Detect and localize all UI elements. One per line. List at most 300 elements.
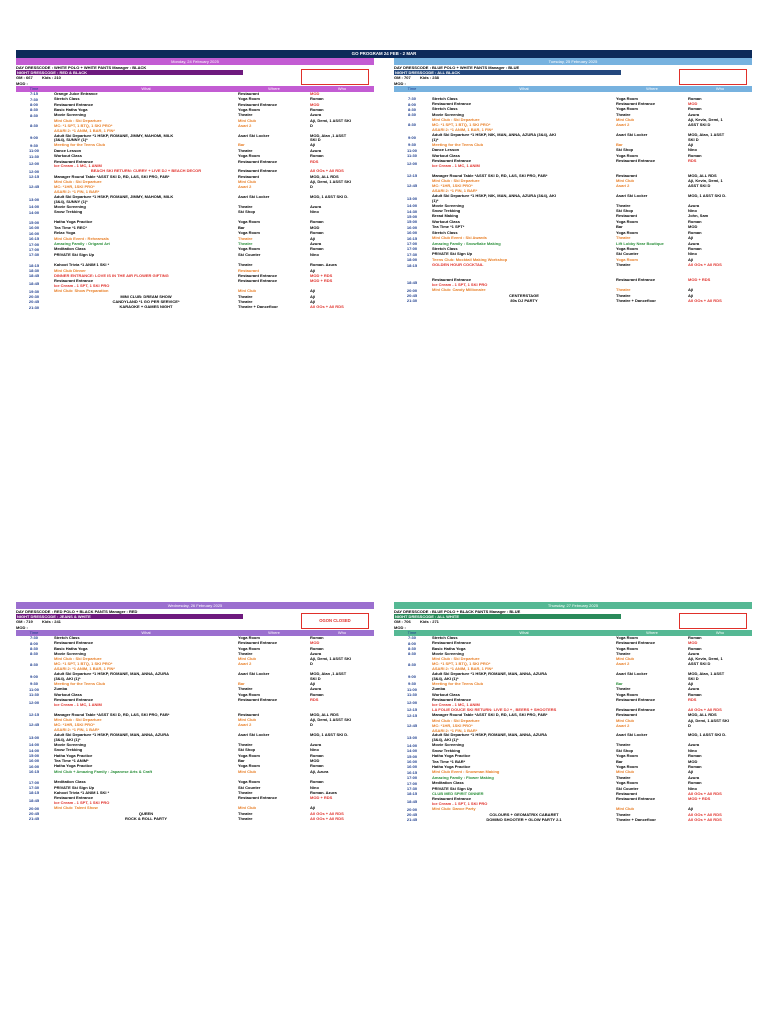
where-line: Ski Counter bbox=[238, 784, 261, 790]
row-time: 20:30 bbox=[28, 294, 40, 300]
row-time: 8:30 bbox=[407, 106, 416, 112]
column-header-who: Who bbox=[715, 629, 725, 635]
row-what bbox=[52, 305, 238, 310]
who-line: Azura bbox=[688, 686, 700, 692]
what-line: Tea Time *1 ANIM* bbox=[54, 757, 89, 763]
who-line: MOD, Alan ,1 ASST bbox=[310, 671, 347, 677]
where-line: Mini Club bbox=[238, 179, 256, 185]
who-line: Roman bbox=[688, 95, 702, 101]
who-line: All GOs + All RDS bbox=[310, 168, 344, 174]
where-line: Restaurant bbox=[238, 173, 259, 179]
day-date-header: Monday, 24 February 2025 bbox=[16, 58, 374, 65]
who-line: Azura bbox=[688, 111, 700, 117]
row-who bbox=[688, 299, 752, 304]
who-line: Azura bbox=[688, 742, 700, 748]
row-time: 16:15 bbox=[28, 236, 40, 242]
what-line: MC: *1HR, 1SKI PRO* bbox=[54, 722, 95, 728]
who-line: Aji, Demi, 1 ASST SKI bbox=[310, 656, 351, 662]
what-line: Dance Lesson bbox=[54, 147, 82, 153]
what-line: MC: *1 SPT, 1 BTQ, 1 SKI PRO* bbox=[54, 122, 113, 128]
what-line: Snow Trekking bbox=[432, 747, 461, 753]
row-time: 20:45 bbox=[406, 293, 418, 299]
what-line: Amazing Family : Origami Art bbox=[54, 241, 110, 247]
what-line: Orange Juice Entrance bbox=[54, 90, 98, 96]
who-line: Azura bbox=[688, 240, 700, 246]
row-time: 14:00 bbox=[28, 209, 40, 215]
where-line: Yoga Room bbox=[616, 245, 638, 251]
row-what bbox=[430, 179, 616, 194]
row-who bbox=[310, 134, 374, 144]
what-line: (3&4), AKI (1)* bbox=[54, 676, 81, 681]
where-line: Restaurant Entrance bbox=[238, 101, 278, 107]
where-line: Bar bbox=[616, 680, 623, 686]
what-line: Mini Club: Candy Millionaire bbox=[432, 287, 486, 293]
where-line: Yoga Room bbox=[616, 634, 638, 640]
row-time: 16:00 bbox=[28, 230, 40, 236]
what-line: BEACH SKI RETURN: CURRY + LIVE DJ + BEACH DECOR bbox=[90, 168, 202, 174]
row-time: 17:30 bbox=[28, 252, 40, 258]
row-time: 16:00 bbox=[28, 225, 40, 231]
row-time: 12:45 bbox=[406, 183, 418, 189]
where-line: Yoga Room bbox=[616, 645, 638, 651]
who-line: MOD, ALL RDS bbox=[688, 172, 717, 178]
what-line: (3&4), AKI (1)* bbox=[432, 676, 459, 681]
what-line: Basic Hatha Yoga bbox=[54, 106, 88, 112]
who-line: Roman bbox=[310, 645, 324, 651]
who-line: All GOs + All RDS bbox=[310, 304, 344, 310]
row-who bbox=[688, 797, 752, 807]
row-time: 12:15 bbox=[406, 712, 418, 718]
what-line: Ice Cream - 1 SPT, 1 SKI PRO bbox=[54, 283, 110, 289]
where-line: Asari Ski Locker bbox=[616, 192, 648, 198]
row-time: 11:30 bbox=[28, 153, 39, 159]
where-line: Bar bbox=[616, 758, 623, 764]
row-time: 14:00 bbox=[28, 742, 40, 748]
where-line: Yoga Room bbox=[238, 752, 260, 758]
what-line: Manager Round Table *ASST SKI D, RD, L&S, SKI PRO, F&B* bbox=[54, 173, 170, 179]
where-line: Theatre bbox=[238, 293, 253, 299]
who-line: D bbox=[310, 661, 313, 667]
day-date-header: Thursday, 27 February 2025 bbox=[394, 602, 752, 609]
row-time: 9:30 bbox=[29, 681, 38, 687]
where-line: Ski Counter bbox=[238, 251, 261, 257]
where-line: Bar bbox=[238, 224, 245, 230]
who-line: SKI D bbox=[688, 136, 699, 142]
who-line: MOD + RDS bbox=[688, 277, 711, 283]
night-dresscode: NIGHT DRESSCODE : JEANS & WHITE bbox=[16, 614, 243, 619]
what-line: PRIVATE Ski Sign Up bbox=[432, 785, 473, 791]
row-time: 12:45 bbox=[406, 722, 418, 728]
row-who bbox=[688, 133, 752, 143]
what-line: Mini Club Event : Snowman Making bbox=[432, 769, 500, 775]
day-column-tuesday bbox=[394, 58, 752, 311]
what-line: Ice Cream - 1 SPT, 1 SKI PRO bbox=[54, 800, 110, 806]
column-header-who: Who bbox=[337, 85, 347, 91]
row-where bbox=[616, 719, 688, 734]
what-line: Ice Cream - 1 MC, 1 ANIM bbox=[54, 163, 102, 169]
where-line: Restaurant bbox=[238, 711, 259, 717]
where-line: Yoga Room bbox=[238, 246, 260, 252]
who-line: D bbox=[310, 122, 313, 128]
who-line: MOD + RDS bbox=[310, 272, 333, 278]
who-line: RDS bbox=[688, 158, 697, 164]
what-line: Restaurant Entrance bbox=[432, 640, 472, 646]
row-time: 18:45 bbox=[28, 798, 40, 804]
where-line: Yoga Room bbox=[616, 780, 638, 786]
who-line: Nino bbox=[688, 251, 697, 257]
what-line: Restaurant Entrance bbox=[54, 640, 94, 646]
column-header-where: Where bbox=[646, 629, 658, 635]
row-time: 17:00 bbox=[406, 246, 418, 252]
row-what bbox=[52, 180, 238, 195]
day-column-thursday bbox=[394, 602, 752, 823]
where-line: Restaurant bbox=[238, 267, 259, 273]
row-time: 17:00 bbox=[28, 779, 40, 785]
who-line: All GOs + All RDS bbox=[688, 706, 722, 712]
where-line: Mini Club bbox=[616, 717, 634, 723]
day-dresscode: DAY DRESSCODE : WHITE POLO + WHITE PANTS Manager : BLACK bbox=[16, 65, 147, 70]
where-line: Asari Ski Locker bbox=[238, 731, 270, 737]
row-time: 16:15 bbox=[406, 235, 418, 241]
what-line: Basic Hatha Yoga bbox=[432, 645, 466, 651]
program-title: GO PROGRAM 24 FEB - 2 MAR bbox=[16, 50, 752, 58]
who-line: Azura bbox=[310, 741, 322, 747]
what-line: Mini Club: Dance Party bbox=[432, 806, 476, 812]
row-time: 20:45 bbox=[28, 811, 40, 817]
column-header-where: Where bbox=[268, 629, 280, 635]
schedule-row bbox=[394, 818, 752, 823]
day-columns-row-1 bbox=[16, 58, 752, 311]
who-line: Aji, Kevin, Demi, 1 bbox=[688, 656, 723, 662]
row-time: 9:30 bbox=[407, 142, 416, 148]
what-line: ROCK & ROLL PARTY bbox=[124, 815, 168, 821]
where-line: Lift Lobby Near Boutique bbox=[616, 240, 664, 246]
row-time: 8:30 bbox=[29, 651, 38, 657]
what-line: ASARI 2: *1 FIN, 1 BAR* bbox=[432, 187, 478, 193]
where-line: Asari 2 bbox=[616, 661, 630, 667]
where-line: Restaurant Entrance bbox=[616, 697, 656, 703]
who-line: Aji, Demi, 1 ASST SKI bbox=[310, 179, 351, 185]
schedule-row bbox=[394, 179, 752, 194]
who-line: All GOs + All RDS bbox=[688, 790, 722, 796]
row-where bbox=[616, 179, 688, 194]
where-line: Theatre bbox=[238, 789, 253, 795]
schedule-row bbox=[394, 299, 752, 304]
what-line: MC: *1 SPT, 1 BTQ, 1 SKI PRO* bbox=[432, 122, 491, 128]
row-who bbox=[688, 278, 752, 288]
column-header-where: Where bbox=[646, 85, 658, 91]
who-line: Roman bbox=[688, 634, 702, 640]
row-where bbox=[616, 133, 688, 143]
who-line: Roman bbox=[310, 763, 324, 769]
row-time: 9:00 bbox=[407, 673, 416, 679]
who-line: D bbox=[310, 722, 313, 728]
who-line: Roman bbox=[310, 779, 324, 785]
what-line: Snow Trekking bbox=[432, 208, 461, 214]
mod-label: MOD : bbox=[394, 80, 406, 86]
who-line: Aji bbox=[310, 805, 316, 811]
row-time: 8:30 bbox=[29, 112, 38, 118]
row-time: 11:00 bbox=[406, 686, 417, 692]
column-header-who: Who bbox=[715, 85, 725, 91]
row-time: 12:45 bbox=[28, 722, 40, 728]
row-what bbox=[430, 719, 616, 734]
row-who bbox=[310, 796, 374, 806]
row-time: 21:30 bbox=[406, 298, 418, 304]
row-what bbox=[52, 817, 238, 822]
what-line: Adult Ski Departure *1 HSKP, ROMANE, MAN, ANNA, AZURA bbox=[432, 671, 547, 677]
night-dresscode: NIGHT DRESSCODE : ALL WHITE bbox=[394, 614, 621, 619]
what-line: Stretch Class bbox=[54, 96, 80, 102]
what-line: PRIVATE Ski Sign Up bbox=[54, 784, 95, 790]
who-line: MOD bbox=[310, 224, 320, 230]
what-line: Movie Screening bbox=[432, 650, 464, 656]
row-time: 15:00 bbox=[406, 753, 418, 759]
row-time: 20:00 bbox=[406, 806, 418, 812]
mod-label: MOD : bbox=[394, 624, 406, 630]
who-line: Roman. Azura bbox=[310, 789, 337, 795]
where-line: Yoga Room bbox=[238, 230, 260, 236]
what-line: KARAOKE + GAMES NIGHT bbox=[119, 304, 173, 310]
row-time: 12:45 bbox=[28, 184, 40, 190]
who-line: All GOs + All RDS bbox=[688, 297, 722, 303]
who-line: MOD, 1 ASST SKI D. bbox=[688, 192, 727, 198]
what-line: MINI CLUB: DREAM SHOW bbox=[120, 293, 172, 299]
what-line: Tea Time *1 REC* bbox=[54, 224, 87, 230]
row-time: 7:30 bbox=[29, 635, 38, 641]
row-time: 7:30 bbox=[407, 635, 416, 641]
row-time: 12:00 bbox=[28, 699, 40, 705]
row-time: 7:15 bbox=[29, 91, 38, 97]
row-who bbox=[688, 118, 752, 133]
mod-label: MOD : bbox=[16, 624, 28, 630]
what-line: Hatha Yoga Practice bbox=[54, 763, 93, 769]
who-line: SKI D bbox=[310, 137, 321, 143]
what-line: MC: *1HR, 1SKI PRO* bbox=[54, 184, 95, 190]
column-header-time: Time bbox=[407, 86, 417, 92]
row-time: 16:15 bbox=[28, 769, 40, 775]
what-line: Manager Round Table *ASST SKI D, RD, L&S, SKI PRO, F&B* bbox=[432, 712, 548, 718]
what-line: Stretch Class bbox=[54, 634, 80, 640]
who-line: Azura bbox=[688, 650, 700, 656]
gm-count: GM : 706 bbox=[394, 619, 411, 625]
what-line: MC: *1 SPT, 1 BTQ, 1 SKI PRO* bbox=[432, 661, 491, 667]
who-line: Roman bbox=[310, 752, 324, 758]
who-line: MOD + RDS bbox=[688, 796, 711, 802]
who-line: Azura bbox=[310, 241, 322, 247]
what-line: Meditation Class bbox=[54, 779, 86, 785]
night-dresscode: NIGHT DRESSCODE : ALL BLACK bbox=[394, 70, 621, 75]
where-line: Theatre bbox=[616, 262, 631, 268]
who-line: SKI D bbox=[688, 676, 699, 681]
row-time: 17:30 bbox=[28, 785, 40, 790]
row-time: 14:30 bbox=[406, 208, 418, 214]
schedule-row bbox=[394, 719, 752, 734]
who-line: D bbox=[688, 722, 691, 728]
what-line: Mini Club Dinner bbox=[54, 267, 86, 273]
what-line: Meditation Class bbox=[54, 246, 86, 252]
where-line: Ski Shop bbox=[238, 747, 256, 753]
where-line: Restaurant Entrance bbox=[616, 640, 656, 646]
what-line: Stretch Class bbox=[432, 95, 458, 101]
where-line: Theatre bbox=[238, 650, 253, 656]
what-line: Ice Cream - 1 SPT, 1 SKI PRO bbox=[432, 282, 488, 288]
what-line: PRIVATE Ski Sign Up bbox=[432, 251, 473, 257]
who-line: Nino bbox=[688, 747, 697, 753]
what-line: PRIVATE Ski Sign Up bbox=[54, 251, 95, 257]
row-time: 16:00 bbox=[406, 759, 418, 764]
where-line: Ski Counter bbox=[616, 785, 639, 791]
where-line: Theatre bbox=[238, 810, 253, 816]
what-line: QUEEN bbox=[138, 810, 154, 816]
what-line: DINNER ENTRANCE: LOVE IS IN THE AIR FLOWER GIFTING bbox=[54, 272, 169, 278]
row-time: 15:00 bbox=[28, 219, 40, 225]
who-line: Roman bbox=[688, 691, 702, 697]
row-time: 18:00 bbox=[406, 257, 418, 263]
row-time: 12:15 bbox=[28, 712, 40, 718]
mod-label: MOD : bbox=[16, 80, 28, 86]
day-note-box bbox=[301, 69, 369, 85]
where-line: Ski Shop bbox=[616, 147, 634, 153]
what-line: (3&4), AKI (1)* bbox=[432, 737, 459, 743]
row-time: 21:45 bbox=[28, 816, 40, 822]
who-line: Nino bbox=[310, 209, 319, 215]
column-header-what: What bbox=[141, 629, 151, 635]
row-what bbox=[52, 698, 238, 708]
what-line: (1)* bbox=[432, 197, 439, 203]
row-time: 14:00 bbox=[28, 204, 40, 210]
schedule-row bbox=[16, 305, 374, 310]
where-line: Yoga Room bbox=[238, 153, 260, 159]
row-time: 16:15 bbox=[406, 769, 418, 775]
row-time: 9:00 bbox=[29, 673, 38, 679]
what-line: ASARI 2: *1 ANIM, 1 BAR, 1 FIN* bbox=[54, 127, 115, 133]
where-line: Restaurant bbox=[616, 172, 637, 178]
what-line: Tea Time *1 SPT* bbox=[432, 224, 465, 230]
where-line: Restaurant bbox=[238, 90, 259, 96]
row-time: 8:00 bbox=[407, 101, 416, 107]
column-header-what: What bbox=[519, 85, 529, 91]
who-line: MOD bbox=[310, 101, 320, 107]
program-sheet-1 bbox=[16, 50, 752, 311]
row-who bbox=[310, 279, 374, 289]
row-time: 8:30 bbox=[29, 107, 38, 113]
who-line: ASST SKI D bbox=[688, 661, 711, 667]
where-line: Theatre bbox=[238, 203, 253, 209]
where-line: Asari 2 bbox=[616, 722, 630, 728]
column-header-what: What bbox=[141, 85, 151, 91]
row-time bbox=[394, 273, 430, 278]
where-line: Theatre bbox=[238, 112, 253, 118]
kids-count: Kids : 238 bbox=[420, 75, 439, 81]
row-time: 9:30 bbox=[407, 681, 416, 687]
what-line: Basic Hatha Yoga bbox=[54, 645, 88, 651]
row-time: 19:30 bbox=[28, 288, 40, 294]
where-line: Yoga Room bbox=[616, 691, 638, 697]
day-dresscode: DAY DRESSCODE : BLUE POLO + WHITE PANTS Manager : BLUE bbox=[394, 65, 520, 70]
who-line: Roman bbox=[688, 763, 702, 769]
what-line: MC: *1HR, 1SKI PRO* bbox=[432, 183, 473, 189]
schedule-row bbox=[16, 698, 374, 708]
where-line: Ski Shop bbox=[616, 208, 634, 214]
row-time: 8:30 bbox=[407, 651, 416, 657]
row-time: 7:30 bbox=[407, 96, 416, 102]
what-line: Movie Screening bbox=[54, 203, 86, 209]
row-who bbox=[688, 179, 752, 194]
day-note-box bbox=[679, 69, 747, 85]
where-line: Theatre bbox=[238, 298, 253, 304]
where-line: Theatre bbox=[616, 811, 631, 817]
row-time: 8:30 bbox=[29, 646, 38, 652]
row-who bbox=[688, 818, 752, 823]
what-line: Stretch Class bbox=[432, 634, 458, 640]
who-line: All GOs + All RDS bbox=[310, 810, 344, 816]
where-line: Restaurant Entrance bbox=[238, 168, 278, 174]
where-line: Bar bbox=[238, 680, 245, 686]
what-line: CANDYLAND *1 GO PER SERVICE* bbox=[112, 298, 180, 304]
who-line: SKI D bbox=[310, 676, 321, 681]
row-time: 8:30 bbox=[407, 112, 416, 118]
column-header-time: Time bbox=[29, 86, 39, 92]
row-what bbox=[430, 818, 616, 823]
row-time: 13:00 bbox=[406, 195, 418, 201]
what-line: Restaurant Entrance bbox=[54, 278, 94, 284]
what-line: Mini Club : Ski Departure bbox=[54, 179, 102, 185]
where-line: Theatre bbox=[616, 686, 631, 692]
row-time: 13:00 bbox=[28, 734, 40, 740]
who-line: Roman bbox=[688, 106, 702, 112]
where-line: Theatre bbox=[616, 292, 631, 298]
where-line: Theatre bbox=[238, 241, 253, 247]
what-line: CLUB MED SPIRIT DINNER bbox=[432, 790, 484, 796]
column-header-what: What bbox=[519, 629, 529, 635]
day-info-block bbox=[16, 609, 374, 630]
row-time: 20:00 bbox=[28, 805, 40, 811]
kids-count: Kids : 271 bbox=[420, 619, 439, 625]
what-line: Movie Screening bbox=[432, 111, 464, 117]
row-time: 18:45 bbox=[28, 273, 40, 279]
row-who bbox=[310, 119, 374, 134]
where-line: Bar bbox=[616, 141, 623, 147]
where-line: Theatre bbox=[616, 774, 631, 780]
gm-count: GM : 707 bbox=[394, 75, 411, 81]
schedule-row bbox=[394, 159, 752, 169]
where-line: Restaurant Entrance bbox=[616, 101, 656, 107]
what-line: Workout Class bbox=[54, 691, 82, 697]
who-line: Roman bbox=[310, 153, 324, 159]
row-time: 8:30 bbox=[29, 122, 38, 128]
what-line: ASARI 2: *1 FIN, 1 BAR* bbox=[54, 727, 100, 733]
where-line: Asari Ski Locker bbox=[616, 671, 648, 677]
who-line: All GOs + All RDS bbox=[688, 262, 722, 268]
what-line: Snow Trekking bbox=[54, 209, 83, 215]
row-time: 16:00 bbox=[406, 224, 418, 230]
row-time: 12:00 bbox=[28, 168, 40, 174]
where-line: Asari Ski Locker bbox=[238, 132, 270, 138]
who-line: Azura bbox=[310, 686, 322, 692]
who-line: Nino bbox=[310, 251, 319, 257]
row-what bbox=[430, 159, 616, 169]
where-line: Yoga Room bbox=[616, 218, 638, 224]
who-line: Roman bbox=[688, 753, 702, 759]
what-line: Hatha Yoga Practice bbox=[54, 219, 93, 225]
what-line: Manager Round Table *ASST SKI D, RD, L&S, SKI PRO, F&B* bbox=[432, 172, 548, 178]
what-line: CENTERSTAGE bbox=[509, 292, 539, 298]
row-time: 8:30 bbox=[407, 661, 416, 667]
what-line: Adult Ski Departure *1 HSKP, NIK, MAN, ANNA, AZURA (3&4), AKI bbox=[432, 131, 557, 137]
who-line: All GOs + All RDS bbox=[310, 815, 344, 821]
where-line: Asari Ski Locker bbox=[238, 671, 270, 677]
